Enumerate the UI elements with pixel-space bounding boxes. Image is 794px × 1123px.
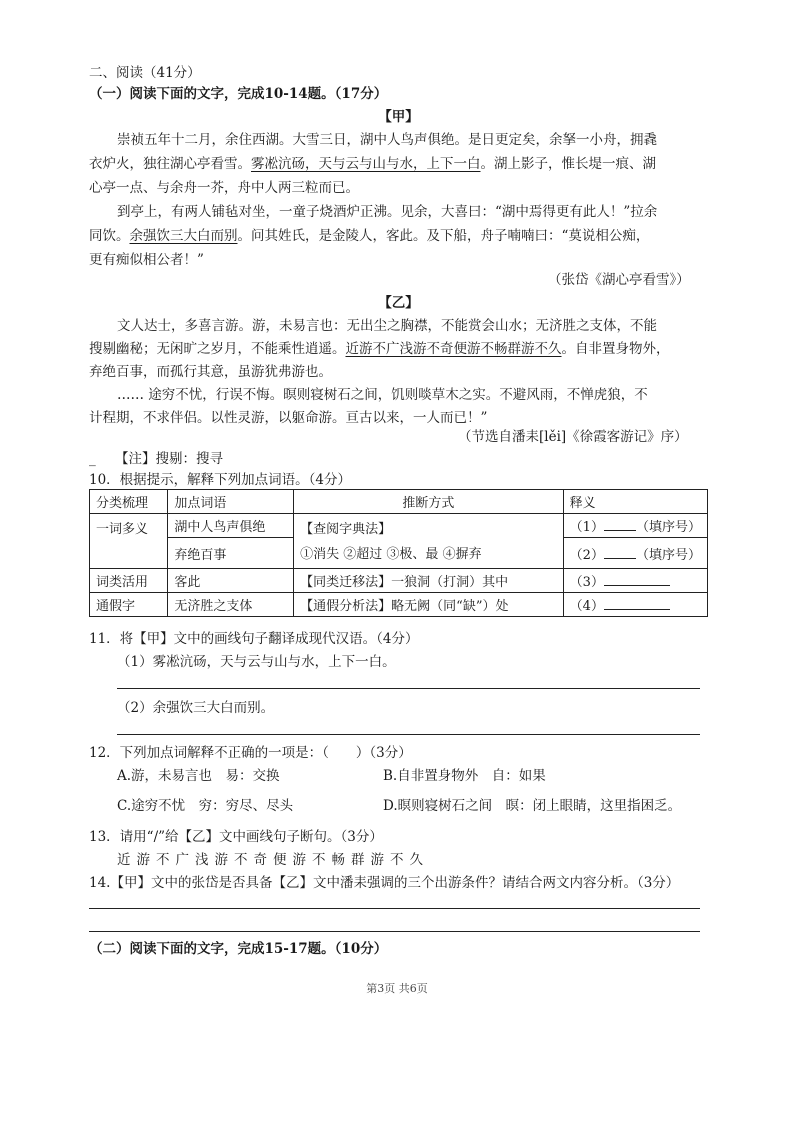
q12-option-c[interactable]: C.途穷不忧 穷：穷尽、尽头: [117, 798, 294, 814]
table-row: [90, 593, 708, 617]
row1-method: 【查阅字典法】 ①消失 ②超过 ③极、最 ④摒弃: [294, 514, 564, 569]
jia-line-4: 到亭上，有两人铺毡对坐，一童子烧酒炉正沸。见余，大喜曰：“湖中焉得更有此人！”拉余: [117, 204, 658, 220]
yi-line-3: 弃绝百事，而孤行其意，虽游犹弗游也。: [89, 364, 332, 380]
jia-line-3: 心亭一点、与余舟一芥，舟中人两三粒而已。: [89, 180, 359, 196]
yi-line-5: 计程期，不求伴侣。以性灵游，以躯命游。亘古以来，一人而已！”: [89, 410, 488, 426]
yi-underlined-sentence: 近游不广浅游不奇便游不畅群游不久: [345, 341, 562, 357]
yi-line-1: 文人达士，多喜言游。游，未易言也：无出尘之胸襟，不能赏会山水；无济胜之支体，不能: [117, 318, 657, 334]
yi-line-2: 搜剔幽秘；无闲旷之岁月，不能乘性逍遥。近游不广浅游不奇便游不畅群游不久。自非置身物外，: [89, 341, 670, 357]
q10-stem: 10．根据提示，解释下列加点词语。（4分）: [89, 472, 352, 488]
jia-source: （张岱《湖心亭看雪》）: [548, 272, 690, 288]
q12-option-a[interactable]: A.游，未易言也 易：交换: [117, 768, 280, 784]
q11-sentence-2: （2）余强饮三大白而别。: [117, 700, 275, 716]
jia-line-1: 崇祯五年十二月，余住西湖。大雪三日，湖中人鸟声俱绝。是日更定矣，余拏一小舟，拥毳: [117, 132, 657, 148]
header-category: 分类梳理: [90, 490, 168, 514]
jia-line-5: 同饮。余强饮三大白而别。问其姓氏，是金陵人，客此。及下船，舟子喃喃曰：“莫说相公痴，: [89, 228, 650, 244]
page-footer: 第3页 共6页: [366, 982, 428, 995]
table-row: [90, 514, 708, 538]
answer-3[interactable]: （3）: [563, 569, 707, 593]
jia-line-6: 更有痴似相公者！”: [89, 252, 204, 268]
q11-answer-line-2[interactable]: [117, 734, 700, 735]
row1-word-2: 弃绝百事: [168, 538, 294, 569]
q11-stem: 11．将【甲】文中的画线句子翻译成现代汉语。（4分）: [89, 631, 419, 647]
row2-method: 【同类迁移法】一狼洞（打洞）其中: [294, 569, 564, 593]
jia-label: 【甲】: [378, 109, 419, 125]
row1-category: 一词多义: [90, 514, 168, 569]
q12-stem: 12．下列加点词解释不正确的一项是：（ ）（3分）: [89, 745, 412, 761]
table-header-row: [90, 490, 708, 514]
yi-label: 【乙】: [378, 295, 419, 311]
q14-answer-line-2[interactable]: [89, 931, 700, 932]
q11-answer-line-1[interactable]: [117, 688, 700, 689]
jia-underlined-sentence-2: 余强饮三大白而别: [129, 228, 238, 244]
part1-heading: （一）阅读下面的文字，完成10-14题。（17分）: [89, 86, 388, 102]
row3-method: 【通假分析法】略无阙（同“缺”）处: [294, 593, 564, 617]
row2-category: 词类活用: [90, 569, 168, 593]
q12-option-d[interactable]: D.暝则寝树石之间 暝：闭上眼睛，这里指困乏。: [383, 798, 682, 814]
part2-heading: （二）阅读下面的文字，完成15-17题。（10分）: [89, 941, 388, 957]
jia-underlined-sentence-1: 雾凇沆砀，天与云与山与水，上下一白: [251, 156, 481, 172]
q14-stem: 14.【甲】文中的张岱是否具备【乙】文中潘耒强调的三个出游条件？请结合两文内容分析。（3分）: [89, 875, 680, 891]
jia-line-2: 衣炉火，独往湖心亭看雪。雾凇沆砀，天与云与山与水，上下一白。湖上影子，惟长堤一痕、湖: [89, 156, 656, 172]
q14-answer-line-1[interactable]: [89, 908, 700, 909]
header-method: 推断方式: [294, 490, 564, 514]
row3-word: 无济胜之支体: [168, 593, 294, 617]
answer-1[interactable]: （1） （填序号）: [563, 514, 707, 538]
header-word: 加点词语: [168, 490, 294, 514]
answer-2[interactable]: （2） （填序号）: [563, 538, 707, 569]
answer-4[interactable]: （4）: [563, 593, 707, 617]
note: 【注】搜剔：搜寻: [115, 451, 223, 467]
row3-category: 通假字: [90, 593, 168, 617]
q12-option-b[interactable]: B.自非置身物外 自：如果: [383, 768, 546, 784]
q13-text[interactable]: 近游不广浅游不奇便游不畅群游不久: [117, 852, 429, 868]
section-title: 二、阅读（41分）: [89, 65, 201, 81]
yi-source: （节选自潘耒[lěi]《徐霞客游记》序）: [458, 429, 688, 445]
table-row: [90, 569, 708, 593]
q11-sentence-1: （1）雾凇沆砀，天与云与山与水，上下一白。: [117, 654, 396, 670]
yi-line-4: …… 途穷不忧，行误不悔。暝则寝树石之间，饥则啖草木之实。不避风雨，不惮虎狼，不: [117, 387, 648, 403]
row2-word: 客此: [168, 569, 294, 593]
header-meaning: 释义: [563, 490, 707, 514]
q13-stem: 13．请用“/”给【乙】文中画线句子断句。（3分）: [89, 829, 383, 845]
note-dash: _: [89, 451, 96, 467]
q10-table: [89, 489, 708, 617]
row1-word-1: 湖中人鸟声俱绝: [168, 514, 294, 538]
